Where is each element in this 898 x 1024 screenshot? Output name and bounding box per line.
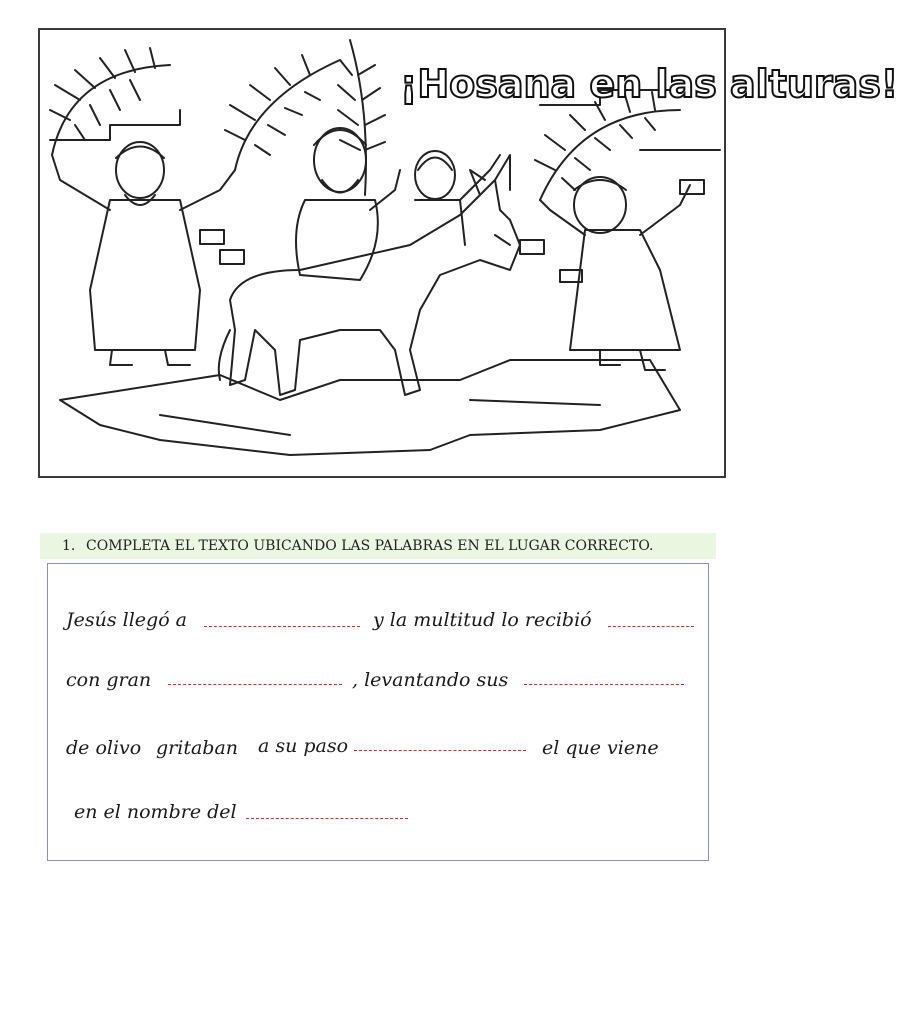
blank-6[interactable] <box>246 818 408 819</box>
blank-2[interactable] <box>608 626 694 627</box>
blank-4[interactable] <box>524 684 684 685</box>
line1-text-b: y la multitud lo recibió <box>373 609 592 631</box>
line2-text-b: , levantando sus <box>352 669 509 691</box>
blank-1[interactable] <box>204 626 360 627</box>
line1-text-a: Jesús llegó a <box>66 609 188 631</box>
instruction-bar <box>40 533 716 559</box>
illustration-frame <box>38 28 898 478</box>
illustration-title: ¡Hosana en las alturas! <box>400 62 898 106</box>
line3-text-b: gritaban <box>156 737 239 759</box>
line3-text-c: a su paso <box>258 735 349 757</box>
blank-3[interactable] <box>168 684 342 685</box>
line3-text-d: el que viene <box>542 737 659 759</box>
line4-text-a: en el nombre del <box>74 801 237 823</box>
exercise-box <box>47 563 709 861</box>
line3-text-a: de olivo <box>66 737 142 759</box>
instruction-number: 1. <box>62 538 76 554</box>
instruction-text: COMPLETA EL TEXTO UBICANDO LAS PALABRAS EN EL LUGAR CORRECTO. <box>86 538 654 554</box>
blank-5[interactable] <box>354 750 526 751</box>
line2-text-a: con gran <box>66 669 152 691</box>
